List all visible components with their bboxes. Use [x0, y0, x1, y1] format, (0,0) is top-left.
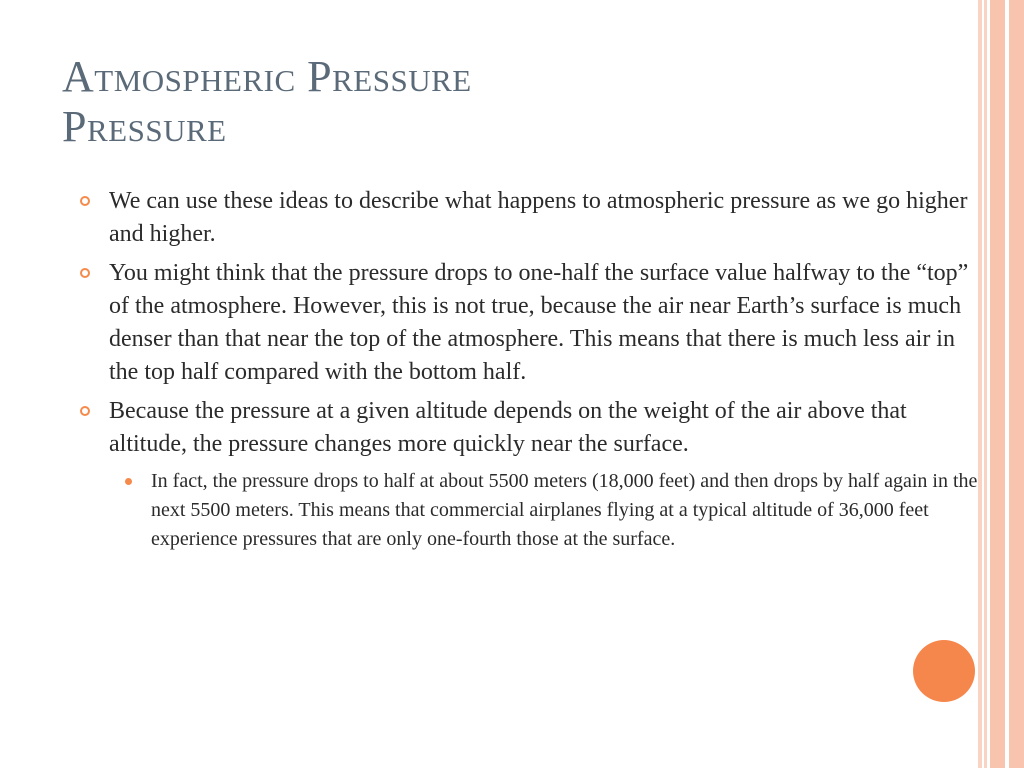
slide-body — [76, 185, 986, 554]
bullet-text: Because the pressure at a given altitude depends on the weight of the air above that altitude, the pressure changes more quickly near the surface. — [109, 398, 907, 457]
ring-bullet-icon — [80, 406, 90, 416]
slide-title-line-1: Atmospheric Pressure — [62, 52, 472, 101]
decorative-stripe — [1009, 0, 1024, 768]
decorative-circle-icon — [913, 640, 975, 702]
ring-bullet-icon — [80, 196, 90, 206]
sub-bullet-item — [151, 467, 986, 554]
decorative-stripe — [990, 0, 1005, 768]
bullet-item — [76, 185, 986, 251]
bullet-item — [76, 257, 986, 389]
bullet-text: You might think that the pressure drops to one-half the surface value halfway to the “top” of the atmosphere. However, this is not true, because the air near Earth’s surface is much denser than that near the top of the atmosphere. This means that there is much less air in the top half compared with the bottom half. — [109, 260, 969, 385]
ring-bullet-icon — [80, 268, 90, 278]
bullet-text: We can use these ideas to describe what happens to atmospheric pressure as we go higher and higher. — [109, 188, 968, 247]
slide-title — [62, 52, 942, 152]
dot-bullet-icon — [125, 478, 132, 485]
slide-title-line-2: Pressure — [62, 102, 227, 151]
bullet-item — [76, 395, 986, 461]
sub-bullet-text: In fact, the pressure drops to half at about 5500 meters (18,000 feet) and then drops by half again in the next 5500 meters. This means that commercial airplanes flying at a typical altitude of 36,000 feet experience pressures that are only one-fourth those at the surface. — [151, 470, 978, 550]
